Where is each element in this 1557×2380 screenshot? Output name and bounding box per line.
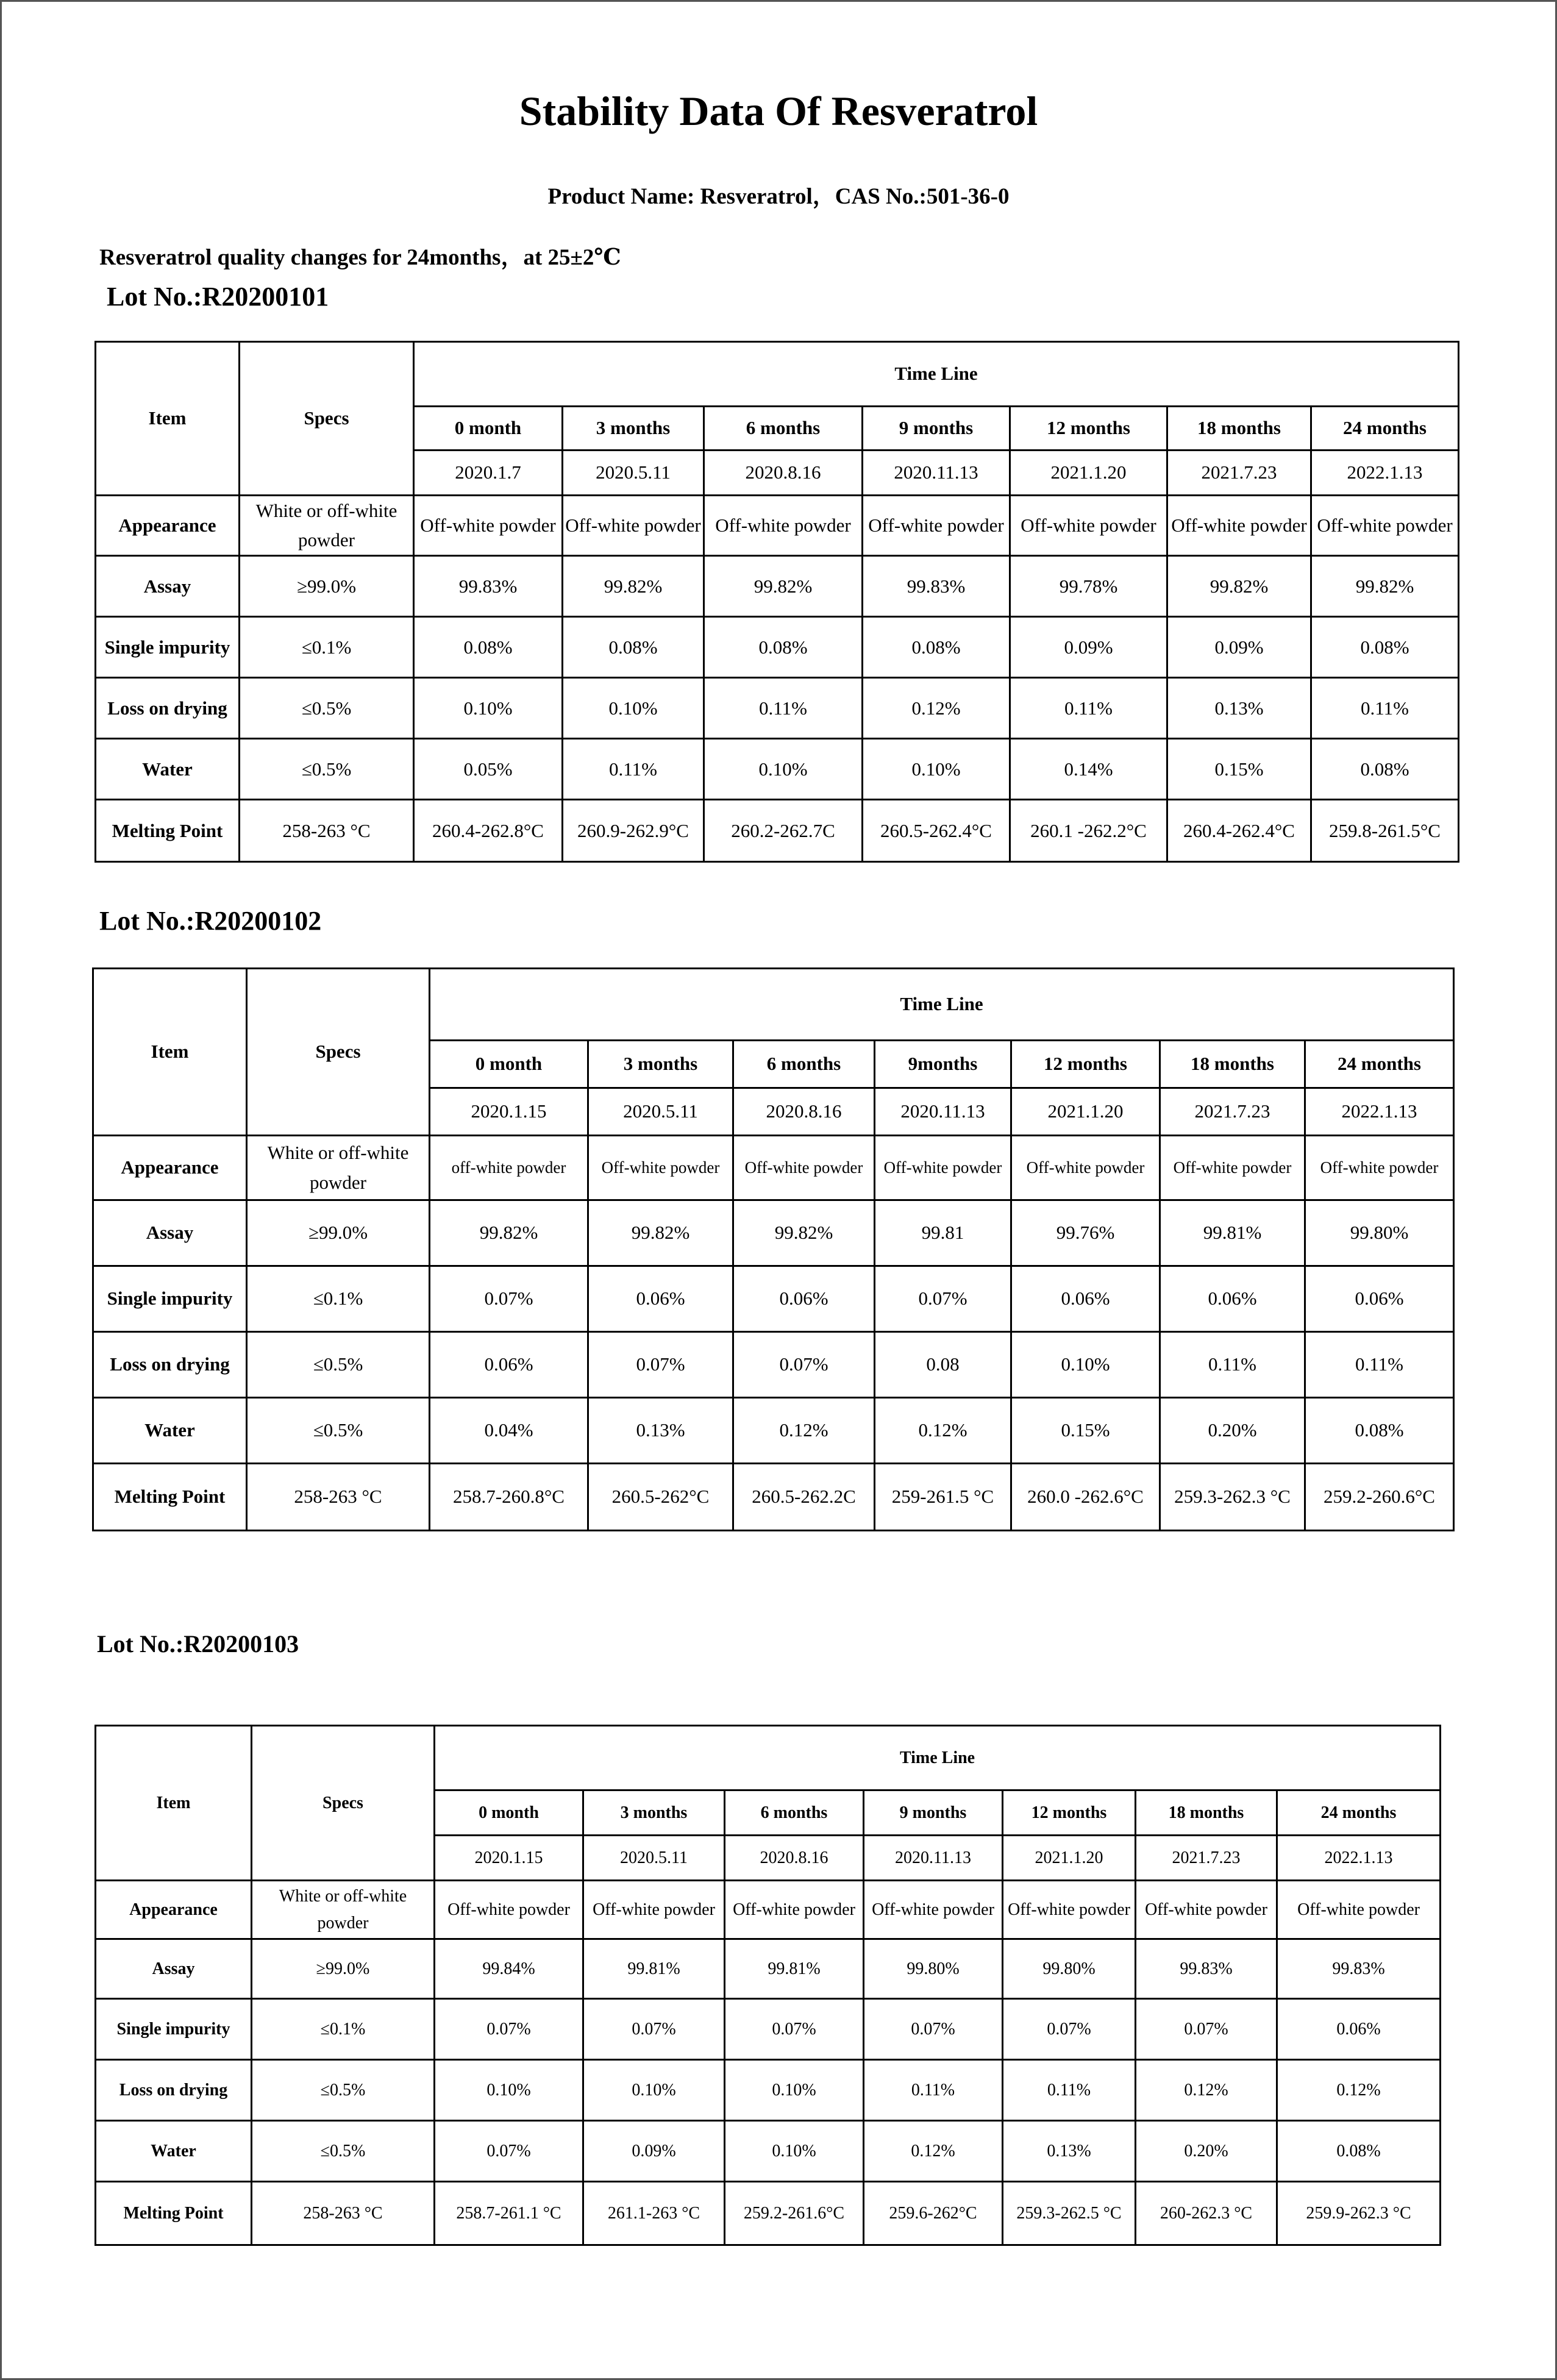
row-value: 0.12% — [863, 678, 1010, 739]
row-value: 260.9-262.9°C — [563, 800, 704, 862]
row-value: 99.83% — [1277, 1939, 1441, 1999]
row-value: 0.08% — [863, 617, 1010, 678]
header-specs: Specs — [252, 1726, 435, 1881]
row-spec: ≥99.0% — [247, 1200, 430, 1266]
row-value: 0.08% — [1277, 2121, 1441, 2182]
row-value: 0.05% — [414, 739, 563, 800]
row-value: 0.11% — [1010, 678, 1167, 739]
row-spec: ≤0.5% — [252, 2121, 435, 2182]
row-value: 0.12% — [1136, 2060, 1277, 2121]
row-value: 99.81% — [725, 1939, 864, 1999]
table-row — [93, 1266, 1454, 1332]
header-date: 2020.1.7 — [414, 451, 563, 496]
stability-table-lot-1 — [94, 341, 1459, 863]
row-value: 0.07% — [430, 1266, 588, 1332]
row-value: 0.07% — [435, 1999, 583, 2060]
header-date: 2020.8.16 — [733, 1088, 875, 1136]
row-item-label: Melting Point — [96, 2182, 252, 2245]
row-value: 0.06% — [1160, 1266, 1305, 1332]
row-value: Off-white powder — [588, 1136, 733, 1200]
row-spec: ≤0.5% — [240, 739, 414, 800]
header-date: 2022.1.13 — [1311, 451, 1459, 496]
row-value: 0.06% — [733, 1266, 875, 1332]
row-item-label: Assay — [96, 556, 240, 617]
table-row — [93, 1464, 1454, 1531]
header-period: 6 months — [733, 1041, 875, 1088]
table-row — [96, 2121, 1441, 2182]
row-value: 0.07% — [1003, 1999, 1136, 2060]
table-row — [96, 678, 1459, 739]
row-value: 0.07% — [875, 1266, 1011, 1332]
row-value: 0.09% — [583, 2121, 725, 2182]
header-period: 3 months — [588, 1041, 733, 1088]
row-spec: White or off-white powder — [252, 1881, 435, 1939]
row-value: 0.04% — [430, 1398, 588, 1464]
row-value: 99.80% — [1305, 1200, 1454, 1266]
lot-label-1: Lot No.:R20200101 — [107, 282, 329, 312]
row-value: 0.09% — [1010, 617, 1167, 678]
stability-table-lot-2 — [92, 967, 1455, 1531]
header-date: 2020.11.13 — [875, 1088, 1011, 1136]
header-period: 0 month — [414, 407, 563, 451]
header-specs: Specs — [247, 969, 430, 1136]
row-value: 0.07% — [1136, 1999, 1277, 2060]
header-period: 12 months — [1011, 1041, 1160, 1088]
row-value: 99.82% — [588, 1200, 733, 1266]
table-row — [96, 2182, 1441, 2245]
row-value: Off-white powder — [733, 1136, 875, 1200]
row-spec: ≥99.0% — [252, 1939, 435, 1999]
row-value: 0.07% — [725, 1999, 864, 2060]
header-specs: Specs — [240, 342, 414, 496]
row-value: 0.12% — [875, 1398, 1011, 1464]
row-value: Off-white powder — [875, 1136, 1011, 1200]
row-value: 260.4-262.8°C — [414, 800, 563, 862]
row-spec: 258-263 °C — [240, 800, 414, 862]
row-value: 259.3-262.3 °C — [1160, 1464, 1305, 1531]
row-item-label: Loss on drying — [96, 2060, 252, 2121]
row-value: 0.10% — [725, 2121, 864, 2182]
row-value: 0.06% — [1277, 1999, 1441, 2060]
row-value: Off-white powder — [1167, 496, 1311, 556]
header-item: Item — [93, 969, 247, 1136]
row-value: 260.4-262.4°C — [1167, 800, 1311, 862]
row-value: 99.82% — [1167, 556, 1311, 617]
row-value: 260.5-262°C — [588, 1464, 733, 1531]
row-spec: ≤0.1% — [240, 617, 414, 678]
row-value: 260-262.3 °C — [1136, 2182, 1277, 2245]
row-value: 99.80% — [864, 1939, 1003, 1999]
header-item: Item — [96, 1726, 252, 1881]
row-value: 261.1-263 °C — [583, 2182, 725, 2245]
row-spec: ≤0.5% — [247, 1398, 430, 1464]
row-value: Off-white powder — [414, 496, 563, 556]
row-value: 0.14% — [1010, 739, 1167, 800]
row-value: 259-261.5 °C — [875, 1464, 1011, 1531]
row-value: 0.20% — [1160, 1398, 1305, 1464]
row-item-label: Water — [93, 1398, 247, 1464]
row-value: 0.12% — [733, 1398, 875, 1464]
row-spec: ≤0.5% — [252, 2060, 435, 2121]
header-period: 24 months — [1305, 1041, 1454, 1088]
row-item-label: Appearance — [96, 496, 240, 556]
row-value: 0.06% — [1305, 1266, 1454, 1332]
row-value: 99.81 — [875, 1200, 1011, 1266]
row-value: 260.5-262.4°C — [863, 800, 1010, 862]
row-value: 0.06% — [430, 1332, 588, 1398]
row-value: 0.11% — [864, 2060, 1003, 2121]
header-date: 2020.11.13 — [864, 1836, 1003, 1881]
row-item-label: Appearance — [93, 1136, 247, 1200]
row-value: Off-white powder — [704, 496, 863, 556]
header-period: 12 months — [1010, 407, 1167, 451]
header-period: 3 months — [583, 1790, 725, 1836]
row-spec: ≥99.0% — [240, 556, 414, 617]
row-spec: ≤0.5% — [240, 678, 414, 739]
table-row — [96, 2060, 1441, 2121]
row-value: 0.11% — [1003, 2060, 1136, 2121]
header-date: 2022.1.13 — [1305, 1088, 1454, 1136]
row-value: Off-white powder — [864, 1881, 1003, 1939]
row-value: 99.78% — [1010, 556, 1167, 617]
header-period: 24 months — [1277, 1790, 1441, 1836]
row-value: 0.15% — [1011, 1398, 1160, 1464]
row-spec: White or off-white powder — [240, 496, 414, 556]
row-item-label: Loss on drying — [96, 678, 240, 739]
row-value: 258.7-260.8°C — [430, 1464, 588, 1531]
header-period: 6 months — [725, 1790, 864, 1836]
row-item-label: Melting Point — [96, 800, 240, 862]
row-value: 0.10% — [704, 739, 863, 800]
row-value: off-white powder — [430, 1136, 588, 1200]
row-item-label: Water — [96, 2121, 252, 2182]
row-value: 99.83% — [414, 556, 563, 617]
row-value: 0.10% — [1011, 1332, 1160, 1398]
row-value: 0.10% — [414, 678, 563, 739]
header-period: 9months — [875, 1041, 1011, 1088]
lot-label-2: Lot No.:R20200102 — [99, 906, 322, 936]
header-timeline: Time Line — [435, 1726, 1441, 1790]
row-value: 99.84% — [435, 1939, 583, 1999]
row-value: 0.12% — [1277, 2060, 1441, 2121]
row-value: 99.83% — [1136, 1939, 1277, 1999]
header-timeline: Time Line — [430, 969, 1454, 1041]
header-timeline: Time Line — [414, 342, 1459, 407]
header-date: 2021.1.20 — [1010, 451, 1167, 496]
header-date: 2020.8.16 — [725, 1836, 864, 1881]
row-value: 0.09% — [1167, 617, 1311, 678]
header-period: 18 months — [1160, 1041, 1305, 1088]
header-date: 2020.5.11 — [563, 451, 704, 496]
row-value: 0.13% — [1003, 2121, 1136, 2182]
row-value: 0.10% — [583, 2060, 725, 2121]
row-spec: ≤0.1% — [247, 1266, 430, 1332]
row-value: 0.11% — [704, 678, 863, 739]
header-period: 0 month — [435, 1790, 583, 1836]
header-date: 2021.1.20 — [1011, 1088, 1160, 1136]
table-row — [96, 617, 1459, 678]
row-value: 99.82% — [733, 1200, 875, 1266]
row-spec: 258-263 °C — [252, 2182, 435, 2245]
header-date: 2021.7.23 — [1167, 451, 1311, 496]
row-value: 0.06% — [588, 1266, 733, 1332]
header-period: 9 months — [864, 1790, 1003, 1836]
row-value: 0.10% — [725, 2060, 864, 2121]
row-value: 0.13% — [1167, 678, 1311, 739]
row-spec: ≤0.1% — [252, 1999, 435, 2060]
row-value: 0.08% — [704, 617, 863, 678]
row-value: Off-white powder — [435, 1881, 583, 1939]
product-subtitle: Product Name: Resveratrol，CAS No.:501-36-0 — [547, 184, 1010, 209]
header-date: 2022.1.13 — [1277, 1836, 1441, 1881]
row-value: 0.12% — [864, 2121, 1003, 2182]
header-date: 2021.1.20 — [1003, 1836, 1136, 1881]
table-row — [93, 1398, 1454, 1464]
row-spec: 258-263 °C — [247, 1464, 430, 1531]
row-value: 260.0 -262.6°C — [1011, 1464, 1160, 1531]
header-date: 2020.1.15 — [435, 1836, 583, 1881]
row-value: 0.10% — [435, 2060, 583, 2121]
row-value: Off-white powder — [1311, 496, 1459, 556]
row-value: 0.08% — [1311, 617, 1459, 678]
row-item-label: Single impurity — [93, 1266, 247, 1332]
row-value: 259.2-261.6°C — [725, 2182, 864, 2245]
row-value: 0.07% — [435, 2121, 583, 2182]
header-date: 2021.7.23 — [1160, 1088, 1305, 1136]
row-value: 99.81% — [1160, 1200, 1305, 1266]
page-title: Stability Data Of Resveratrol — [519, 88, 1038, 134]
header-period: 12 months — [1003, 1790, 1136, 1836]
header-period: 0 month — [430, 1041, 588, 1088]
row-value: 0.07% — [583, 1999, 725, 2060]
row-value: Off-white powder — [1160, 1136, 1305, 1200]
row-value: 258.7-261.1 °C — [435, 2182, 583, 2245]
header-date: 2020.1.15 — [430, 1088, 588, 1136]
header-period: 3 months — [563, 407, 704, 451]
row-value: 0.07% — [733, 1332, 875, 1398]
row-value: 0.08% — [414, 617, 563, 678]
row-item-label: Water — [96, 739, 240, 800]
table-row — [96, 1881, 1441, 1939]
row-value: 259.3-262.5 °C — [1003, 2182, 1136, 2245]
row-item-label: Single impurity — [96, 617, 240, 678]
header-date: 2020.8.16 — [704, 451, 863, 496]
table-row — [96, 556, 1459, 617]
row-value: 0.11% — [1160, 1332, 1305, 1398]
table-row — [93, 1200, 1454, 1266]
row-value: 0.11% — [1311, 678, 1459, 739]
row-value: 99.83% — [863, 556, 1010, 617]
row-value: 260.2-262.7C — [704, 800, 863, 862]
row-value: Off-white powder — [725, 1881, 864, 1939]
row-value: Off-white powder — [563, 496, 704, 556]
row-value: 0.11% — [563, 739, 704, 800]
row-value: 0.11% — [1305, 1332, 1454, 1398]
row-value: 99.82% — [430, 1200, 588, 1266]
row-value: 0.07% — [588, 1332, 733, 1398]
table-row — [96, 800, 1459, 862]
row-value: Off-white powder — [1277, 1881, 1441, 1939]
stability-table-lot-3 — [94, 1725, 1441, 2246]
row-value: 0.06% — [1011, 1266, 1160, 1332]
row-value: 99.81% — [583, 1939, 725, 1999]
row-item-label: Loss on drying — [93, 1332, 247, 1398]
table-row — [96, 739, 1459, 800]
row-value: Off-white powder — [1136, 1881, 1277, 1939]
row-item-label: Assay — [93, 1200, 247, 1266]
row-value: 259.8-261.5°C — [1311, 800, 1459, 862]
row-value: 259.2-260.6°C — [1305, 1464, 1454, 1531]
header-period: 24 months — [1311, 407, 1459, 451]
header-date: 2020.11.13 — [863, 451, 1010, 496]
row-value: 260.5-262.2C — [733, 1464, 875, 1531]
row-value: 0.15% — [1167, 739, 1311, 800]
row-value: 259.9-262.3 °C — [1277, 2182, 1441, 2245]
row-value: 0.10% — [563, 678, 704, 739]
row-value: Off-white powder — [1011, 1136, 1160, 1200]
row-value: 0.13% — [588, 1398, 733, 1464]
table-row — [93, 1136, 1454, 1200]
header-item: Item — [96, 342, 240, 496]
row-value: 99.82% — [704, 556, 863, 617]
row-value: 99.82% — [563, 556, 704, 617]
row-value: 0.08% — [563, 617, 704, 678]
row-spec: White or off-white powder — [247, 1136, 430, 1200]
table-row — [96, 1999, 1441, 2060]
row-value: 99.82% — [1311, 556, 1459, 617]
header-period: 6 months — [704, 407, 863, 451]
row-value: Off-white powder — [1305, 1136, 1454, 1200]
row-value: 0.08% — [1311, 739, 1459, 800]
row-value: 0.07% — [864, 1999, 1003, 2060]
row-value: 259.6-262°C — [864, 2182, 1003, 2245]
header-date: 2021.7.23 — [1136, 1836, 1277, 1881]
row-value: Off-white powder — [863, 496, 1010, 556]
lot-label-3: Lot No.:R20200103 — [97, 1630, 299, 1658]
row-value: 0.10% — [863, 739, 1010, 800]
header-period: 18 months — [1136, 1790, 1277, 1836]
row-value: 99.76% — [1011, 1200, 1160, 1266]
table-row — [96, 1939, 1441, 1999]
row-spec: ≤0.5% — [247, 1332, 430, 1398]
header-period: 9 months — [863, 407, 1010, 451]
row-item-label: Assay — [96, 1939, 252, 1999]
row-value: 260.1 -262.2°C — [1010, 800, 1167, 862]
header-period: 18 months — [1167, 407, 1311, 451]
row-value: 0.20% — [1136, 2121, 1277, 2182]
row-item-label: Appearance — [96, 1881, 252, 1939]
row-value: 99.80% — [1003, 1939, 1136, 1999]
header-date: 2020.5.11 — [583, 1836, 725, 1881]
row-value: 0.08 — [875, 1332, 1011, 1398]
row-value: Off-white powder — [1003, 1881, 1136, 1939]
table-row — [96, 496, 1459, 556]
row-value: 0.08% — [1305, 1398, 1454, 1464]
header-date: 2020.5.11 — [588, 1088, 733, 1136]
quality-change-note: Resveratrol quality changes for 24months，at 25±2℃ — [99, 245, 621, 270]
row-value: Off-white powder — [583, 1881, 725, 1939]
table-row — [93, 1332, 1454, 1398]
row-item-label: Single impurity — [96, 1999, 252, 2060]
row-item-label: Melting Point — [93, 1464, 247, 1531]
row-value: Off-white powder — [1010, 496, 1167, 556]
